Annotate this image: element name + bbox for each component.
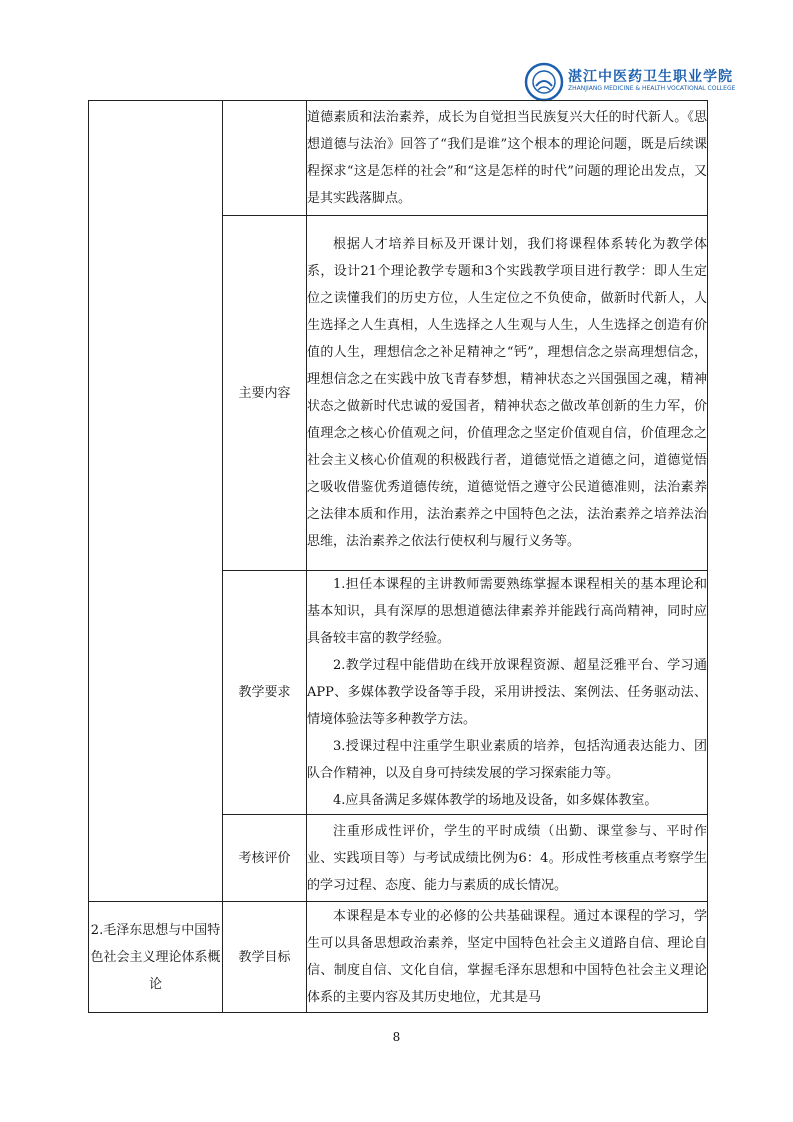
requirement-2: 2.教学过程中能借助在线开放课程资源、超星泛雅平台、学习通APP、多媒体教学设备等手段，采用讲授法、案例法、任务驱动法、情境体验法等多种教学方法。	[307, 658, 707, 727]
table-row	[89, 101, 708, 216]
content-cell	[307, 902, 708, 1013]
main-content-text: 根据人才培养目标及开课计划，我们将课程体系转化为教学体系，设计21个理论教学专题和3个实践教学项目进行教学：即人生定位之读懂我们的历史方位，人生定位之不负使命，做新时代新人，人生选择之人生真相，人生选择之人生观与人生，人生选择之创造有价值的人生，理想信念之补足精神之“钙”，理想信念之崇高理想信念，理想信念之在实践中放飞青春梦想，精神状态之兴国强国之魂，精神状态之做新时代忠诚的爱国者，精神状态之做改革创新的生力军，价值理念之核心价值观之问，价值理念之坚定价值观自信，价值理念之社会主义核心价值观的积极践行者，道德觉悟之道德之问，道德觉悟之吸收借鉴优秀道德传统，道德觉悟之遵守公民道德准则，法治素养之法律本质和作用，法治素养之中国特色之法，法治素养之培养法治思维，法治素养之依法行使权利与履行义务等。	[307, 237, 707, 549]
main-content-label: 主要内容	[223, 216, 307, 571]
requirement-4: 4.应具备满足多媒体教学的场地及设备，如多媒体教室。	[333, 793, 658, 808]
course-cell	[89, 101, 223, 902]
label-cell	[223, 101, 307, 216]
college-name-en: ZHANJIANG MEDICINE & HEALTH VOCATIONAL COLLEGE	[568, 85, 736, 92]
college-emblem-icon	[524, 62, 564, 102]
assessment-text: 注重形成性评价，学生的平时成绩（出勤、课堂参与、平时作业、实践项目等）与考试成绩比例为6：4。形成性考核重点考察学生的学习过程、态度、能力与素质的成长情况。	[307, 823, 707, 893]
college-logo	[524, 62, 736, 102]
content-cell	[307, 571, 708, 815]
page-number: 8	[392, 1030, 401, 1044]
content-cell	[307, 815, 708, 902]
assessment-label: 考核评价	[223, 815, 307, 902]
curriculum-table	[88, 100, 708, 1013]
requirement-3: 3.授课过程中注重学生职业素质的培养，包括沟通表达能力、团队合作精神，以及自身可持续发展的学习探索能力等。	[307, 739, 707, 781]
content-cell	[307, 216, 708, 571]
content-cell	[307, 101, 708, 216]
table-row	[89, 902, 708, 1013]
requirement-1: 1.担任本课程的主讲教师需要熟练掌握本课程相关的基本理论和基本知识，具有深厚的思想道德法律素养并能践行高尚精神，同时应具备较丰富的教学经验。	[307, 577, 707, 646]
course-name-cell: 2.毛泽东思想与中国特色社会主义理论体系概论	[89, 902, 223, 1013]
college-name-cn: 湛江中医药卫生职业学院	[568, 69, 733, 85]
teaching-goal-label: 教学目标	[223, 902, 307, 1013]
goal-continuation: 道德素质和法治素养，成长为自觉担当民族复兴大任的时代新人。《思想道德与法治》回答了“我们是谁”这个根本的理论问题，既是后续课程探求“这是怎样的社会”和“这是怎样的时代”问题的理论出发点，又是其实践落脚点。	[307, 110, 707, 206]
teaching-goal-text: 本课程是本专业的必修的公共基础课程。通过本课程的学习，学生可以具备思想政治素养，坚定中国特色社会主义道路自信、理论自信、制度自信、文化自信，掌握毛泽东思想和中国特色社会主义理论体系的主要内容及其历史地位，尤其是马	[307, 909, 707, 1005]
teaching-requirements-label: 教学要求	[223, 571, 307, 815]
